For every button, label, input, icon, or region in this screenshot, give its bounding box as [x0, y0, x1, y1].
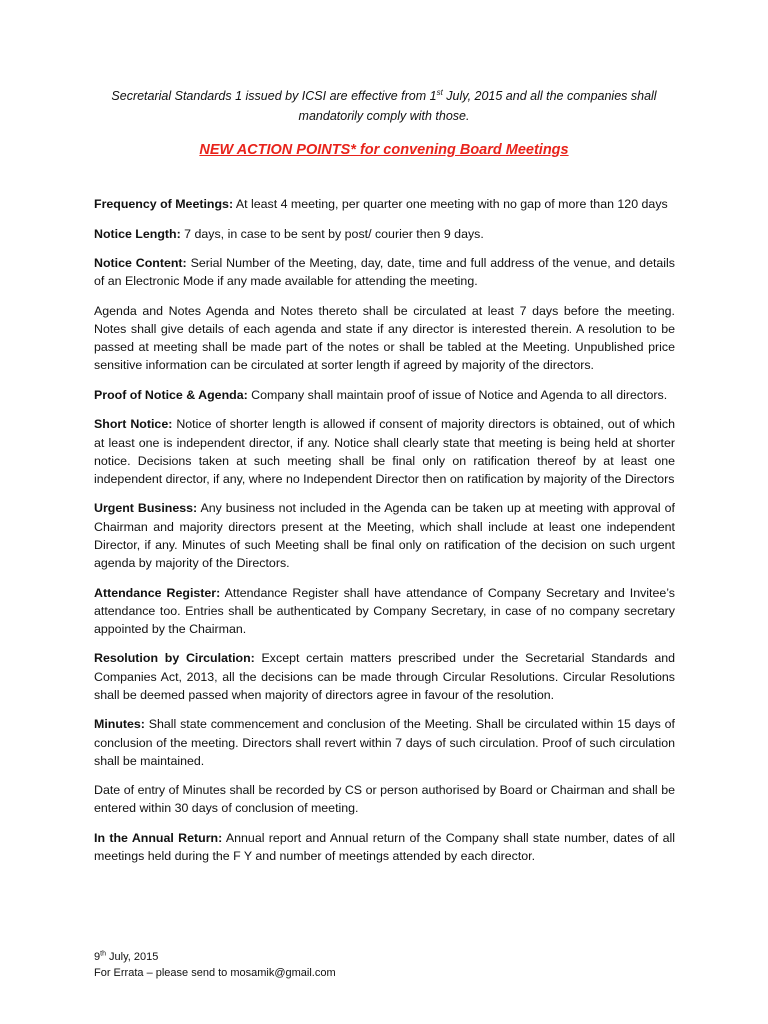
action-point-paragraph — [94, 302, 675, 375]
action-point-label: In the Annual Return: — [94, 830, 223, 845]
footer-errata: For Errata – please send to mosamik@gmail.com — [94, 966, 336, 979]
action-point-text: Agenda and Notes Agenda and Notes thereto shall be circulated at least 7 days before the meeting. Notes shall give details of each agenda and state if any director is interested therein. A resolution to be passed at meeting shall be made part of the notes or shall be tabled at the Meeting. Unpublished price sensitive information can be circulated at sorter length if agreed by majority of the directors. — [94, 303, 675, 373]
action-points-list — [94, 195, 675, 877]
document-heading: NEW ACTION POINTS* for convening Board Meetings — [199, 142, 569, 158]
action-point-label: Resolution by Circulation: — [94, 651, 255, 666]
footer-date-rest: July, 2015 — [105, 951, 159, 963]
action-point-paragraph — [94, 781, 675, 817]
action-point-paragraph — [94, 225, 675, 243]
action-point-paragraph — [94, 386, 675, 404]
action-point-paragraph — [94, 254, 675, 290]
action-point-paragraph — [94, 499, 675, 572]
action-point-label: Frequency of Meetings: — [94, 197, 234, 211]
action-point-paragraph — [94, 649, 675, 704]
action-point-text: Except certain matters prescribed under the Secretarial Standards and Companies Act, 2013, all the decisions can be made through Circular Resolutions. Circular Resolutions shall be deemed passed when majority of directors agree in favour of the resolution. — [94, 651, 675, 702]
action-point-paragraph — [94, 415, 675, 488]
footer-date-superscript: th — [100, 950, 106, 958]
action-point-paragraph — [94, 715, 675, 770]
intro-statement — [94, 86, 674, 126]
action-point-text: At least 4 meeting, per quarter one meeting with no gap of more than 120 days — [233, 197, 668, 211]
action-point-text: Shall state commencement and conclusion of the Meeting. Shall be circulated within 15 days of conclusion of the meeting. Directors shall revert within 7 days of such circulation. Proof of such circulation shall be maintained. — [94, 717, 675, 768]
footer-date-day: 9 — [94, 951, 101, 963]
action-point-paragraph — [94, 584, 675, 639]
action-point-text: Notice of shorter length is allowed if consent of majority directors is obtained, out of which at least one is independent director, if any. Notice shall clearly state that meeting is being held at shorter notice. Decisions taken at such meeting shall be final only on ratification thereof by at least one independent director, if any, where no Independent Director then on ratification by majority of the Directors — [94, 417, 675, 486]
action-point-text: Annual report and Annual return of the Company shall state number, dates of all meetings held during the F Y and number of meetings attended by each director. — [94, 830, 675, 864]
action-point-text: Company shall maintain proof of issue of Notice and Agenda to all directors. — [247, 387, 668, 402]
intro-text-end: July, 2015 and all the companies shall mandatorily comply with those. — [298, 89, 657, 123]
action-point-label: Notice Content: — [94, 256, 187, 270]
action-point-text: Attendance Register shall have attendance of Company Secretary and Invitee’s attendance too. Entries shall be authenticated by Company Secretary, in case of no company secretary appointed by the Chairman. — [94, 585, 676, 636]
action-point-label: Notice Length: — [94, 226, 181, 241]
action-point-paragraph — [94, 195, 675, 213]
intro-text-start: Secretarial Standards 1 issued by ICSI are effective from 1 — [111, 89, 437, 103]
action-point-label: Urgent Business: — [94, 501, 198, 516]
document-footer — [94, 950, 336, 981]
action-point-label: Short Notice: — [94, 417, 173, 432]
action-point-text: 7 days, in case to be sent by post/ courier then 9 days. — [180, 226, 484, 241]
action-point-label: Attendance Register: — [94, 585, 221, 600]
action-point-label: Proof of Notice & Agenda: — [94, 387, 248, 402]
action-point-text: Any business not included in the Agenda can be taken up at meeting with approval of Chairman and majority directors present at the Meeting, which shall include at least one independent Director, if any. Minutes of such Meeting shall be final only on ratification of the decision on such urgent agenda by majority of the Directors. — [94, 501, 675, 571]
intro-superscript: st — [436, 87, 443, 97]
action-point-label: Minutes: — [94, 717, 145, 732]
action-point-paragraph — [94, 829, 675, 865]
action-point-text: Date of entry of Minutes shall be recorded by CS or person authorised by Board or Chairman and shall be entered within 30 days of conclusion of meeting. — [94, 783, 675, 816]
footer-date — [94, 950, 336, 966]
action-point-text: Serial Number of the Meeting, day, date, time and full address of the venue, and details of an Electronic Mode if any made available for attending the meeting. — [94, 256, 675, 289]
